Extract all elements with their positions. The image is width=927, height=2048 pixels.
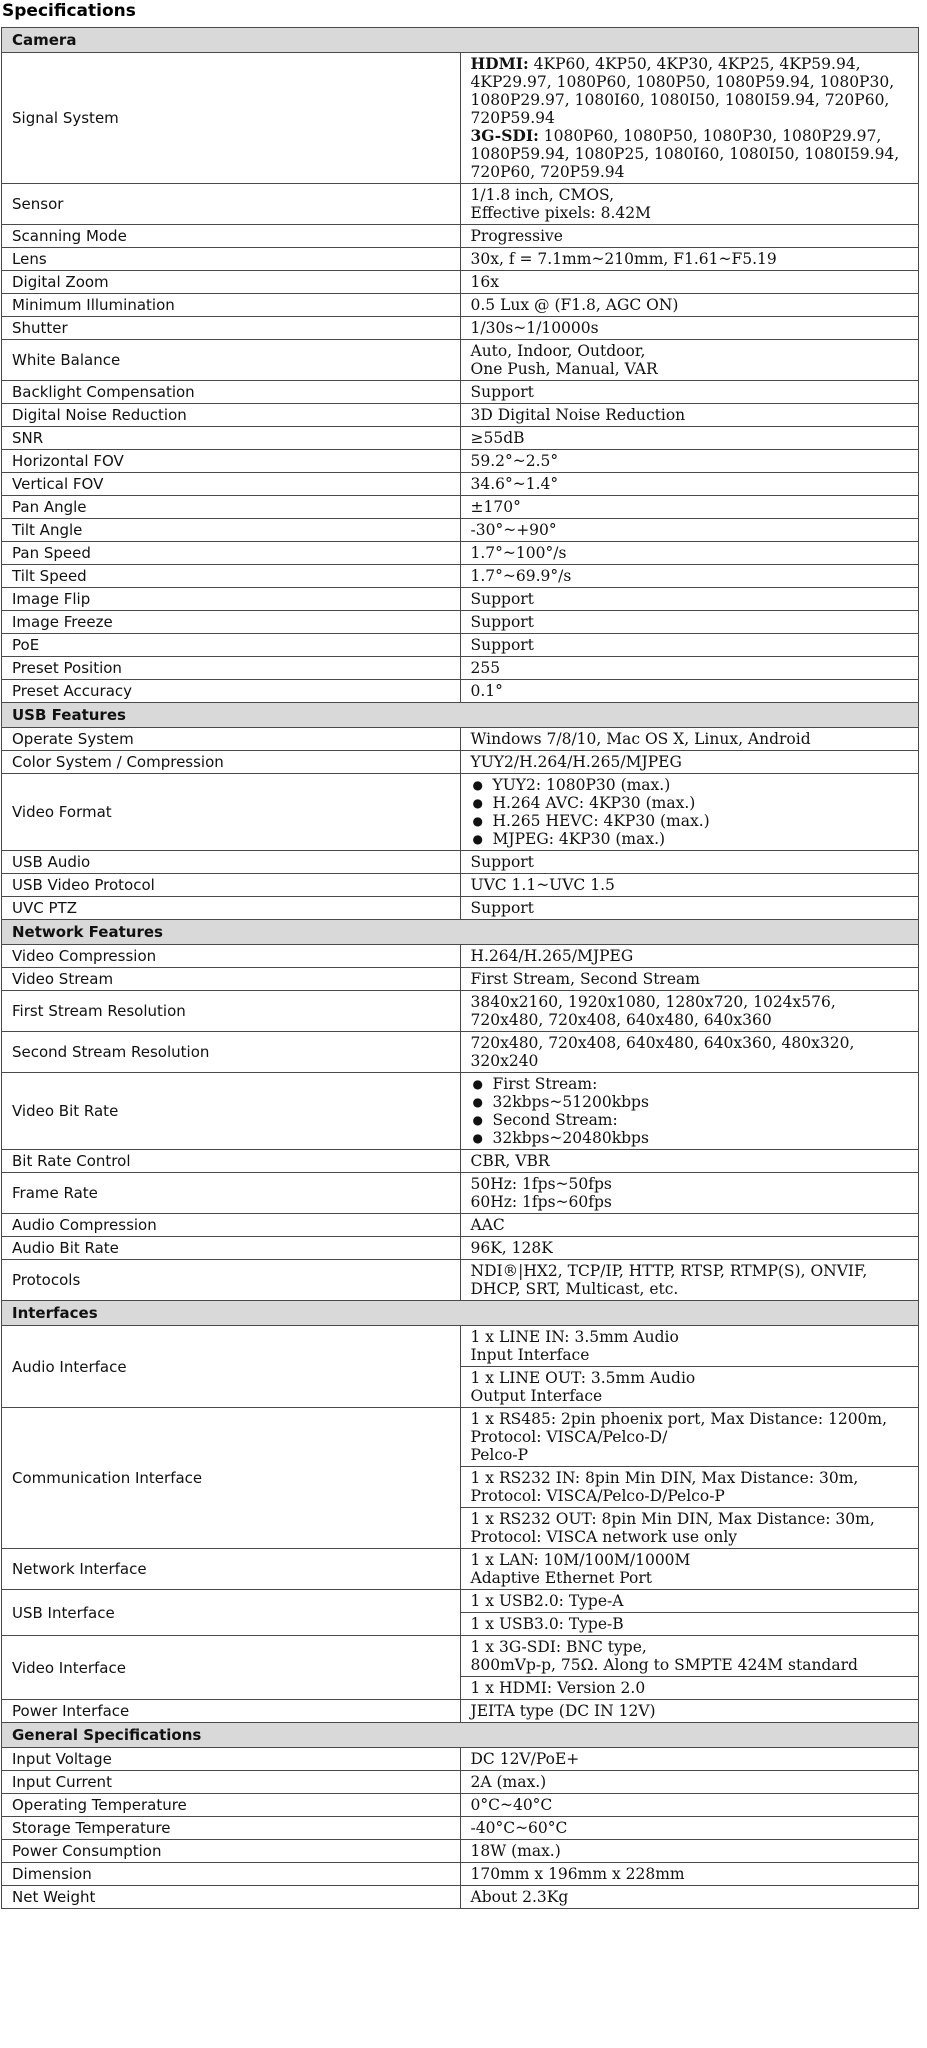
spec-row [2,1408,919,1467]
spec-value [460,248,919,271]
value-line: UVC 1.1~UVC 1.5 [470,876,615,894]
spec-label: White Balance [2,340,461,381]
spec-label: Image Flip [2,588,461,611]
value-line: 2A (max.) [470,1773,547,1791]
bullet-item: ● H.265 HEVC: 4KP30 (max.) [471,812,909,830]
spec-label: Video Interface [2,1636,461,1700]
spec-label: Horizontal FOV [2,450,461,473]
section-header [2,703,919,728]
value-line: First Stream, Second Stream [470,970,700,988]
spec-row [2,381,919,404]
spec-row [2,225,919,248]
spec-row [2,1771,919,1794]
spec-label: Audio Interface [2,1326,461,1408]
spec-row [2,340,919,381]
spec-value [460,1794,919,1817]
value-line: Windows 7/8/10, Mac OS X, Linux, Android [470,730,811,748]
spec-value [460,611,919,634]
value-line: H.264/H.265/MJPEG [470,947,634,965]
spec-label: Minimum Illumination [2,294,461,317]
value-line: ≥55dB [470,429,525,447]
value-line: 1 x RS232 IN: 8pin Min DIN, Max Distance: 30m, Protocol: VISCA/Pelco-D/Pelco-P [470,1469,859,1505]
spec-row [2,1863,919,1886]
bullet-list [471,1075,909,1147]
spec-value [460,450,919,473]
value-line: One Push, Manual, VAR [470,360,658,378]
spec-row [2,404,919,427]
spec-label: Sensor [2,184,461,225]
spec-label: Communication Interface [2,1408,461,1549]
value-line: ±170° [470,498,521,516]
spec-row [2,657,919,680]
value-line: 1 x LINE IN: 3.5mm Audio [470,1328,679,1346]
bullet-item: ● MJPEG: 4KP30 (max.) [471,830,909,848]
spec-label: First Stream Resolution [2,991,461,1032]
section-title: Interfaces [2,1301,919,1326]
value-line: Output Interface [470,1387,603,1405]
spec-row [2,634,919,657]
value-line: 1 x LAN: 10M/100M/1000M [470,1551,691,1569]
value-prefix: 3G-SDI: [470,126,539,145]
value-line: Auto, Indoor, Outdoor, [470,342,646,360]
spec-value [460,588,919,611]
spec-row [2,1073,919,1150]
spec-value [460,1549,919,1590]
spec-row [2,611,919,634]
spec-label: Net Weight [2,1886,461,1909]
value-line: Support [470,383,534,401]
section-title: General Specifications [2,1723,919,1748]
value-line: 1 x USB3.0: Type-B [470,1615,624,1633]
spec-value [460,1467,919,1508]
spec-value [460,317,919,340]
value-line: Pelco-P [470,1446,529,1464]
value-line: 34.6°~1.4° [470,475,559,493]
spec-value [460,496,919,519]
spec-label: Video Compression [2,945,461,968]
value-line: AAC [470,1216,505,1234]
spec-row [2,1840,919,1863]
spec-value [460,53,919,184]
section-header [2,1301,919,1326]
spec-row [2,1549,919,1590]
spec-label: Backlight Compensation [2,381,461,404]
section-header [2,920,919,945]
value-line: DC 12V/PoE+ [470,1750,580,1768]
spec-label: Dimension [2,1863,461,1886]
spec-label: Lens [2,248,461,271]
value-line: 1 x USB2.0: Type-A [470,1592,624,1610]
spec-value [460,1613,919,1636]
spec-label: Preset Position [2,657,461,680]
spec-row [2,1700,919,1723]
spec-value [460,1326,919,1367]
spec-value [460,634,919,657]
spec-value [460,1073,919,1150]
value-line: Support [470,590,534,608]
value-line: CBR, VBR [470,1152,550,1170]
value-line: 0.5 Lux @ (F1.8, AGC ON) [470,296,679,314]
value-prefix: HDMI: [470,54,529,73]
spec-table [1,27,919,1909]
spec-label: Video Stream [2,968,461,991]
spec-value [460,519,919,542]
spec-row [2,1173,919,1214]
spec-row [2,1794,919,1817]
value-line: 30x, f = 7.1mm~210mm, F1.61~F5.19 [470,250,777,268]
value-line: About 2.3Kg [470,1888,569,1906]
value-line: 3840x2160, 1920x1080, 1280x720, 1024x576, 720x480, 720x408, 640x480, 640x360 [470,993,836,1029]
spec-row [2,1214,919,1237]
spec-label: Network Interface [2,1549,461,1590]
value-paragraph [471,127,909,181]
value-line: 59.2°~2.5° [470,452,559,470]
spec-value [460,473,919,496]
value-paragraph [471,55,909,127]
value-line: 18W (max.) [470,1842,561,1860]
spec-label: Second Stream Resolution [2,1032,461,1073]
spec-value [460,728,919,751]
value-line: Support [470,613,534,631]
spec-label: Power Interface [2,1700,461,1723]
value-line: -40°C~60°C [470,1819,568,1837]
value-line: 96K, 128K [470,1239,553,1257]
spec-value [460,1636,919,1677]
spec-value [460,1840,919,1863]
spec-value [460,945,919,968]
spec-label: Preset Accuracy [2,680,461,703]
spec-row [2,774,919,851]
spec-row [2,1886,919,1909]
value-line: 60Hz: 1fps~60fps [470,1193,612,1211]
value-line: 1 x 3G-SDI: BNC type, [470,1638,647,1656]
spec-label: Power Consumption [2,1840,461,1863]
spec-label: Scanning Mode [2,225,461,248]
spec-row [2,968,919,991]
spec-row [2,427,919,450]
spec-value [460,1408,919,1467]
spec-row [2,519,919,542]
spec-row [2,1636,919,1677]
value-line: 1/1.8 inch, CMOS, [470,186,615,204]
spec-label: Pan Speed [2,542,461,565]
spec-value [460,657,919,680]
spec-row [2,991,919,1032]
spec-label: UVC PTZ [2,897,461,920]
spec-row [2,1817,919,1840]
spec-value [460,680,919,703]
spec-row [2,680,919,703]
spec-value [460,1173,919,1214]
spec-label: Pan Angle [2,496,461,519]
spec-label: Audio Compression [2,1214,461,1237]
spec-label: Image Freeze [2,611,461,634]
spec-row [2,542,919,565]
value-line: Adaptive Ethernet Port [470,1569,653,1587]
spec-value [460,225,919,248]
spec-value [460,1214,919,1237]
spec-value [460,404,919,427]
spec-value [460,991,919,1032]
spec-value [460,381,919,404]
spec-label: Signal System [2,53,461,184]
spec-row [2,473,919,496]
value-line: -30°~+90° [470,521,557,539]
spec-value [460,1508,919,1549]
spec-row [2,184,919,225]
spec-value [460,751,919,774]
section-header [2,28,919,53]
spec-row [2,1748,919,1771]
section-header [2,1723,919,1748]
value-line: 800mVp-p, 75Ω. Along to SMPTE 424M standard [470,1656,858,1674]
spec-label: Frame Rate [2,1173,461,1214]
spec-row [2,945,919,968]
spec-label: Digital Zoom [2,271,461,294]
spec-label: Video Bit Rate [2,1073,461,1150]
spec-value [460,1700,919,1723]
spec-row [2,728,919,751]
spec-value [460,1032,919,1073]
spec-label: PoE [2,634,461,657]
value-line: 255 [470,659,501,677]
spec-row [2,450,919,473]
spec-label: Operating Temperature [2,1794,461,1817]
value-line: 16x [470,273,499,291]
spec-label: USB Video Protocol [2,874,461,897]
bullet-list [471,776,909,848]
spec-value [460,1817,919,1840]
spec-label: Input Current [2,1771,461,1794]
section-title: Camera [2,28,919,53]
spec-value [460,1590,919,1613]
value-line: Input Interface [470,1346,590,1364]
spec-value [460,565,919,588]
spec-row [2,851,919,874]
spec-label: Protocols [2,1260,461,1301]
bullet-item: ● Second Stream: [471,1111,909,1129]
spec-label: Digital Noise Reduction [2,404,461,427]
value-line: Support [470,899,534,917]
bullet-item: ● First Stream: [471,1075,909,1093]
value-line: YUY2/H.264/H.265/MJPEG [470,753,682,771]
spec-row [2,1590,919,1613]
spec-value [460,1886,919,1909]
value-line: 1 x HDMI: Version 2.0 [470,1679,646,1697]
spec-value [460,1367,919,1408]
spec-value [460,294,919,317]
spec-row [2,897,919,920]
value-line: JEITA type (DC IN 12V) [470,1702,656,1720]
spec-row [2,496,919,519]
section-title: USB Features [2,703,919,728]
value-line: 1 x RS232 OUT: 8pin Min DIN, Max Distance: 30m, Protocol: VISCA network use only [470,1510,875,1546]
spec-row [2,1032,919,1073]
bullet-item: ● YUY2: 1080P30 (max.) [471,776,909,794]
spec-value [460,542,919,565]
value-text: 4KP60, 4KP50, 4KP30, 4KP25, 4KP59.94, 4KP29.97, 1080P60, 1080P50, 1080P59.94, 1080P30, 1080P29.97, 1080I60, 1080I50, 1080I59.94, 720P60, 720P59.94 [470,55,895,127]
spec-label: USB Interface [2,1590,461,1636]
spec-row [2,53,919,184]
spec-value [460,1237,919,1260]
spec-value [460,427,919,450]
bullet-item: ● 32kbps~51200kbps [471,1093,909,1111]
spec-row [2,1326,919,1367]
bullet-item: ● 32kbps~20480kbps [471,1129,909,1147]
spec-row [2,1150,919,1173]
spec-value [460,968,919,991]
spec-row [2,874,919,897]
spec-label: Audio Bit Rate [2,1237,461,1260]
spec-value [460,1150,919,1173]
value-line: 0.1° [470,682,503,700]
spec-label: Tilt Speed [2,565,461,588]
section-title: Network Features [2,920,919,945]
value-line: Effective pixels: 8.42M [470,204,651,222]
value-line: 1/30s~1/10000s [470,319,599,337]
spec-row [2,317,919,340]
value-line: 1 x RS485: 2pin phoenix port, Max Distance: 1200m, Protocol: VISCA/Pelco-D/ [470,1410,888,1446]
value-line: 170mm x 196mm x 228mm [470,1865,685,1883]
spec-label: Vertical FOV [2,473,461,496]
spec-row [2,751,919,774]
value-line: 720x480, 720x408, 640x480, 640x360, 480x320, 320x240 [470,1034,855,1070]
spec-value [460,1677,919,1700]
spec-row [2,588,919,611]
value-line: 50Hz: 1fps~50fps [470,1175,612,1193]
value-line: Progressive [470,227,563,245]
spec-value [460,897,919,920]
value-line: Support [470,636,534,654]
spec-value [460,1748,919,1771]
value-text: 1080P60, 1080P50, 1080P30, 1080P29.97, 1080P59.94, 1080P25, 1080I60, 1080I50, 1080I59.94, 720P60, 720P59.94 [470,127,900,181]
spec-value [460,271,919,294]
spec-value [460,1771,919,1794]
spec-row [2,271,919,294]
spec-value [460,774,919,851]
spec-label: Video Format [2,774,461,851]
spec-value [460,851,919,874]
spec-value [460,184,919,225]
spec-row [2,565,919,588]
spec-label: Input Voltage [2,1748,461,1771]
spec-label: Bit Rate Control [2,1150,461,1173]
bullet-item: ● H.264 AVC: 4KP30 (max.) [471,794,909,812]
spec-label: USB Audio [2,851,461,874]
value-line: Support [470,853,534,871]
spec-row [2,248,919,271]
value-line: 1.7°~100°/s [470,544,567,562]
spec-value [460,1260,919,1301]
spec-label: SNR [2,427,461,450]
spec-row [2,1237,919,1260]
value-line: 1.7°~69.9°/s [470,567,572,585]
value-line: 3D Digital Noise Reduction [470,406,686,424]
value-line: NDI®|HX2, TCP/IP, HTTP, RTSP, RTMP(S), ONVIF, DHCP, SRT, Multicast, etc. [470,1262,868,1298]
value-line: 0°C~40°C [470,1796,553,1814]
spec-label: Tilt Angle [2,519,461,542]
spec-value [460,340,919,381]
spec-value [460,874,919,897]
spec-label: Color System / Compression [2,751,461,774]
spec-label: Storage Temperature [2,1817,461,1840]
spec-row [2,1260,919,1301]
spec-value [460,1863,919,1886]
spec-label: Shutter [2,317,461,340]
spec-row [2,294,919,317]
spec-label: Operate System [2,728,461,751]
page-title: Specifications [2,1,136,21]
value-line: 1 x LINE OUT: 3.5mm Audio [470,1369,696,1387]
